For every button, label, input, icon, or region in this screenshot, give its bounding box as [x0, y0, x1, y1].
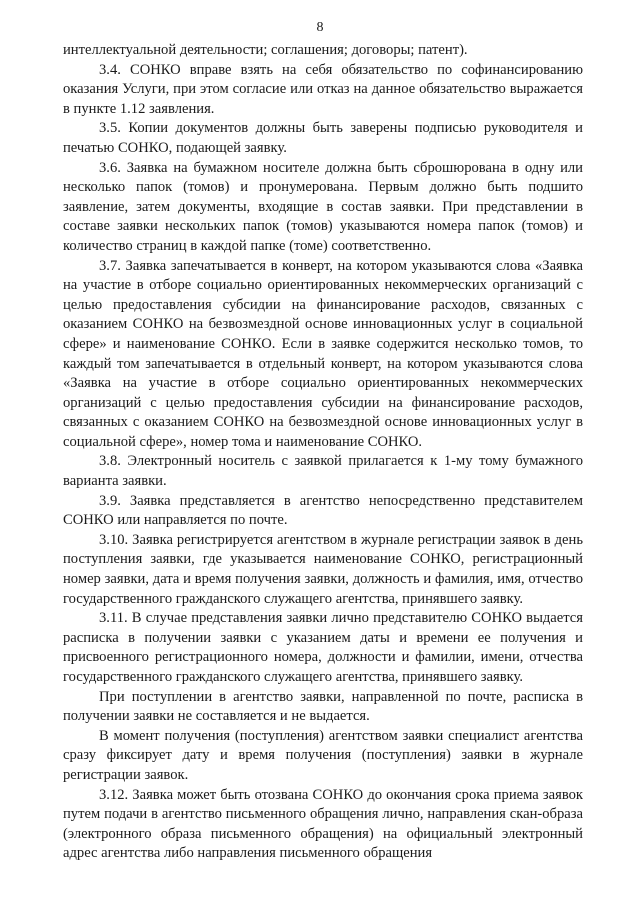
- paragraph-3-9: 3.9. Заявка представляется в агентство непосредственно представителем СОНКО или направляется по почте.: [63, 492, 583, 529]
- paragraph-mail-receipt: При поступлении в агентство заявки, направленной по почте, расписка в получении заявки не составляется и не выдается.: [63, 688, 583, 725]
- paragraph-3-7: 3.7. Заявка запечатывается в конверт, на котором указываются слова «Заявка на участие в отборе социально ориентированных некоммерческих организаций с целью предоставления субсидии на финансирование расходов, связанных с оказанием СОНКО на безвозмездной основе инновационных услуг в социальной сфере» и наименование СОНКО. Если в заявке содержится несколько томов, то каждый том запечатывается в отдельный конверт, на котором указываются слова «Заявка на участие в отборе социально ориентированных некоммерческих организаций с целью предоставления субсидии на финансирование расходов, связанных с оказанием СОНКО на безвозмездной основе инновационных услуг в социальной сфере», номер тома и наименование СОНКО.: [63, 257, 583, 450]
- paragraph-3-8: 3.8. Электронный носитель с заявкой прилагается к 1-му тому бумажного варианта заявки.: [63, 453, 583, 490]
- paragraph-3-6: 3.6. Заявка на бумажном носителе должна быть сброшюрована в одну или несколько папок (томов) и пронумерована. Первым должно быть подшито заявление, затем документы, входящие в состав заявки. При представлении в составе заявки нескольких папок (томов) указываются номера папок (томов) и количество страниц в каждой папке (томе) соответственно.: [63, 159, 583, 254]
- document-body: [63, 41, 583, 864]
- paragraph-3-5: 3.5. Копии документов должны быть заверены подписью руководителя и печатью СОНКО, подающей заявку.: [63, 120, 583, 156]
- paragraph-3-12: 3.12. Заявка может быть отозвана СОНКО до окончания срока приема заявок путем подачи в агентство письменного обращения лично, направления скан-образа (электронного образа письменного обращения) на официальный электронный адрес агентства либо направления письменного обращения: [63, 786, 583, 862]
- paragraph-continuation: интеллектуальной деятельности; соглашения; договоры; патент).: [63, 42, 468, 58]
- paragraph-3-4: 3.4. СОНКО вправе взять на себя обязательство по софинансированию оказания Услуги, при этом согласие или отказ на данное обязательство выражается в пункте 1.12 заявления.: [63, 61, 583, 117]
- page-number: 8: [316, 20, 324, 35]
- paragraph-3-11: 3.11. В случае представления заявки лично представителю СОНКО выдается расписка в получении заявки с указанием даты и времени ее получения и присвоенного регистрационного номера, должности и фамилии, имени, отчества государственного гражданского служащего агентства, принявшего заявку.: [63, 610, 583, 685]
- paragraph-3-10: 3.10. Заявка регистрируется агентством в журнале регистрации заявок в день поступления заявки, где указывается наименование СОНКО, регистрационный номер заявки, дата и время получения заявки, должность и фамилия, имя, отчество государственного гражданского служащего агентства, принявшего заявку.: [63, 531, 583, 607]
- paragraph-registration-moment: В момент получения (поступления) агентством заявки специалист агентства сразу фиксирует дату и время получения (поступления) заявки в журнале регистрации заявок.: [63, 727, 583, 783]
